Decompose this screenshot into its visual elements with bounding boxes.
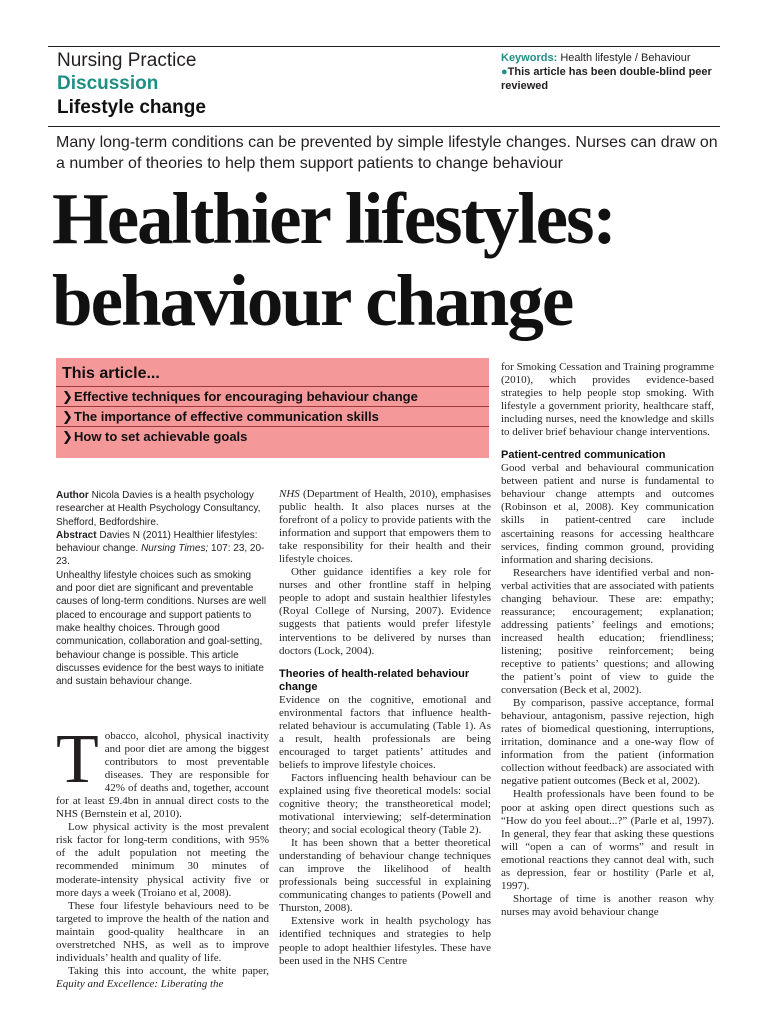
abstract-info [56, 529, 269, 569]
section-label: Nursing Practice [57, 50, 197, 71]
standfirst-rule [48, 126, 720, 127]
author-info [56, 489, 269, 529]
this-article-box [56, 358, 489, 458]
abstract-citation: Davies N (2011) Healthier lifestyles: behaviour change. [56, 529, 258, 555]
body-paragraph: Low physical activity is the most prevalent risk factor for long-term conditions, with 95% of the adult population not meeting the recommended minimum 30 minutes of moderate-intensity physical activity five or more days a week (Troiano et al, 2008). [56, 821, 269, 899]
body-column-2 [279, 488, 491, 968]
chevron-right-icon: ❯ [62, 389, 73, 404]
chevron-right-icon: ❯ [62, 429, 73, 444]
body-paragraph: Shortage of time is another reason why nurses may avoid behaviour change [501, 892, 714, 918]
chevron-right-icon: ❯ [62, 409, 73, 424]
headline [52, 178, 752, 342]
body-paragraph: Factors influencing health behaviour can be explained using five theoretical models: social cognitive theory; the transtheoretical model; motivational interviewing; self-determination theory; and social ecological theory (Table 2). [279, 771, 491, 837]
box-item [56, 426, 489, 447]
body-paragraph: Tobacco, alcohol, physical inactivity and poor diet are among the biggest contributors to most preventable diseases. They are responsible for 42% of deaths and, together, account for at least £9.4bn in annual direct costs to the NHS (Bernstein et al, 2010). [56, 721, 269, 821]
author-label: Author [56, 490, 89, 501]
headline-line-1: Healthier lifestyles: [52, 178, 615, 259]
box-item-text: The importance of effective communication skills [74, 409, 379, 424]
section-heading: Patient-centred communication [501, 449, 666, 462]
box-item [56, 386, 489, 407]
keywords-text: Health lifestyle / Behaviour [560, 52, 691, 64]
abstract-label: Abstract [56, 529, 97, 541]
standfirst: Many long-term conditions can be prevented by simple lifestyle changes. Nurses can draw on a number of theories to help them support patients to change behaviour [56, 134, 718, 172]
abstract-summary: Unhealthy lifestyle choices such as smoking and poor diet are significant and preventable causes of long-term conditions. Nurses are well placed to encourage and support patients to make healthy choices. Through good communication, collaboration and goal-setting, behaviour change is possible. This article discusses evidence for the best ways to initiate and sustain behaviour change. [56, 569, 267, 688]
body-paragraph: Health professionals have been found to be poor at asking open direct questions such as “How do you feel about...?” (Parle et al, 1997). In general, they fear that asking these questions will “open a can of worms” and result in emotional reactions they cannot deal with, such as depression, fear or hostility (Parle et al, 1997). [501, 788, 714, 892]
keywords-block [501, 51, 726, 93]
body-column-1 [56, 721, 269, 991]
keywords-label: Keywords: [501, 52, 558, 64]
box-title: This article... [62, 365, 160, 382]
body-paragraph: Other guidance identifies a key role for nurses and other frontline staff in helping people to adopt and sustain healthier lifestyles (Royal College of Nursing, 2007). Evidence suggests that patients would prefer lifestyle interventions to be delivered by nurses than doctors (Lock, 2004). [279, 566, 491, 657]
top-rule [48, 46, 720, 47]
body-paragraph: Taking this into account, the white paper, Equity and Excellence: Liberating the [56, 964, 269, 990]
body-paragraph: NHS (Department of Health, 2010), emphasises public health. It also places nurses at the forefront of a policy to provide patients with the information and support that empowers them to take responsibility for their health and their lifestyle choices. [279, 488, 492, 566]
body-column-3 [501, 361, 714, 919]
box-item-text: Effective techniques for encouraging behaviour change [74, 389, 418, 404]
article-type-label: Discussion [57, 73, 159, 94]
bullet-icon: ● [501, 66, 508, 78]
headline-line-2: behaviour change [52, 260, 573, 341]
body-paragraph: Evidence on the cognitive, emotional and environmental factors that influence health-related behaviour is accumulating (Table 1). As a result, health professionals are being encouraged to target patients’ attitudes and beliefs to improve lifestyle choices. [279, 693, 491, 771]
section-heading: Theories of health-related behaviour change [279, 667, 470, 693]
box-item-text: How to set achievable goals [74, 429, 248, 444]
body-paragraph: Researchers have identified verbal and non-verbal activities that are associated with patients changing behaviour. These are: empathy; reassurance; encouragement; explanation; addressing patients’ feelings and emotions; increased health education; friendliness; listening; positive reinforcement; being receptive to patients’ questions; and allowing the patient’s point of view to guide the conversation (Beck et al, 2002). [501, 566, 714, 697]
drop-cap: T [56, 721, 99, 798]
body-paragraph: Good verbal and behavioural communication between patient and nurse is fundamental to behaviour change attempts and outcomes (Robinson et al, 2008). Key communication skills in patient-centred care include ascertaining reasons for accessing healthcare services, finding common ground, providing information and sharing decisions. [501, 462, 714, 566]
box-item [56, 406, 489, 427]
journal-name: Nursing Times; [141, 543, 209, 555]
volume-info: 107: 23, 20-23. [56, 543, 265, 568]
body-paragraph: It has been shown that a better theoretical understanding of behaviour change techniques can improve the likelihood of health professionals being successful in explaining communicating changes to patients (Powell and Thurston, 2008). [279, 837, 491, 915]
peer-review-note: This article has been double-blind peer reviewed [501, 66, 712, 92]
topic-label: Lifestyle change [57, 97, 206, 118]
body-paragraph: for Smoking Cessation and Training programme (2010), which provides evidence-based strategies to help people stop smoking. With lifestyle a government priority, healthcare staff, including nurses, need the knowledge and skills to deliver brief behaviour change interventions. [501, 361, 714, 439]
body-paragraph: These four lifestyle behaviours need to be targeted to improve the health of the nation and maintain good-quality healthcare in an overstretched NHS, as well as to improve individuals’ health and quality of life. [56, 899, 269, 964]
author-text: Nicola Davies is a health psychology researcher at Health Psychology Consultancy, Shefford, Bedfordshire. [56, 490, 261, 528]
article-meta [56, 489, 269, 688]
body-paragraph: By comparison, passive acceptance, formal behaviour, antagonism, passive rejection, high rates of biomedical questioning, interruptions, irritation, dominance and a one-way flow of information from the patient (information collection without feedback) are associated with negative patient outcomes (Beck et al, 2002). [501, 697, 714, 788]
body-paragraph: Extensive work in health psychology has identified techniques and strategies to help people to adopt healthier lifestyles. These have been used in the NHS Centre [279, 915, 491, 967]
